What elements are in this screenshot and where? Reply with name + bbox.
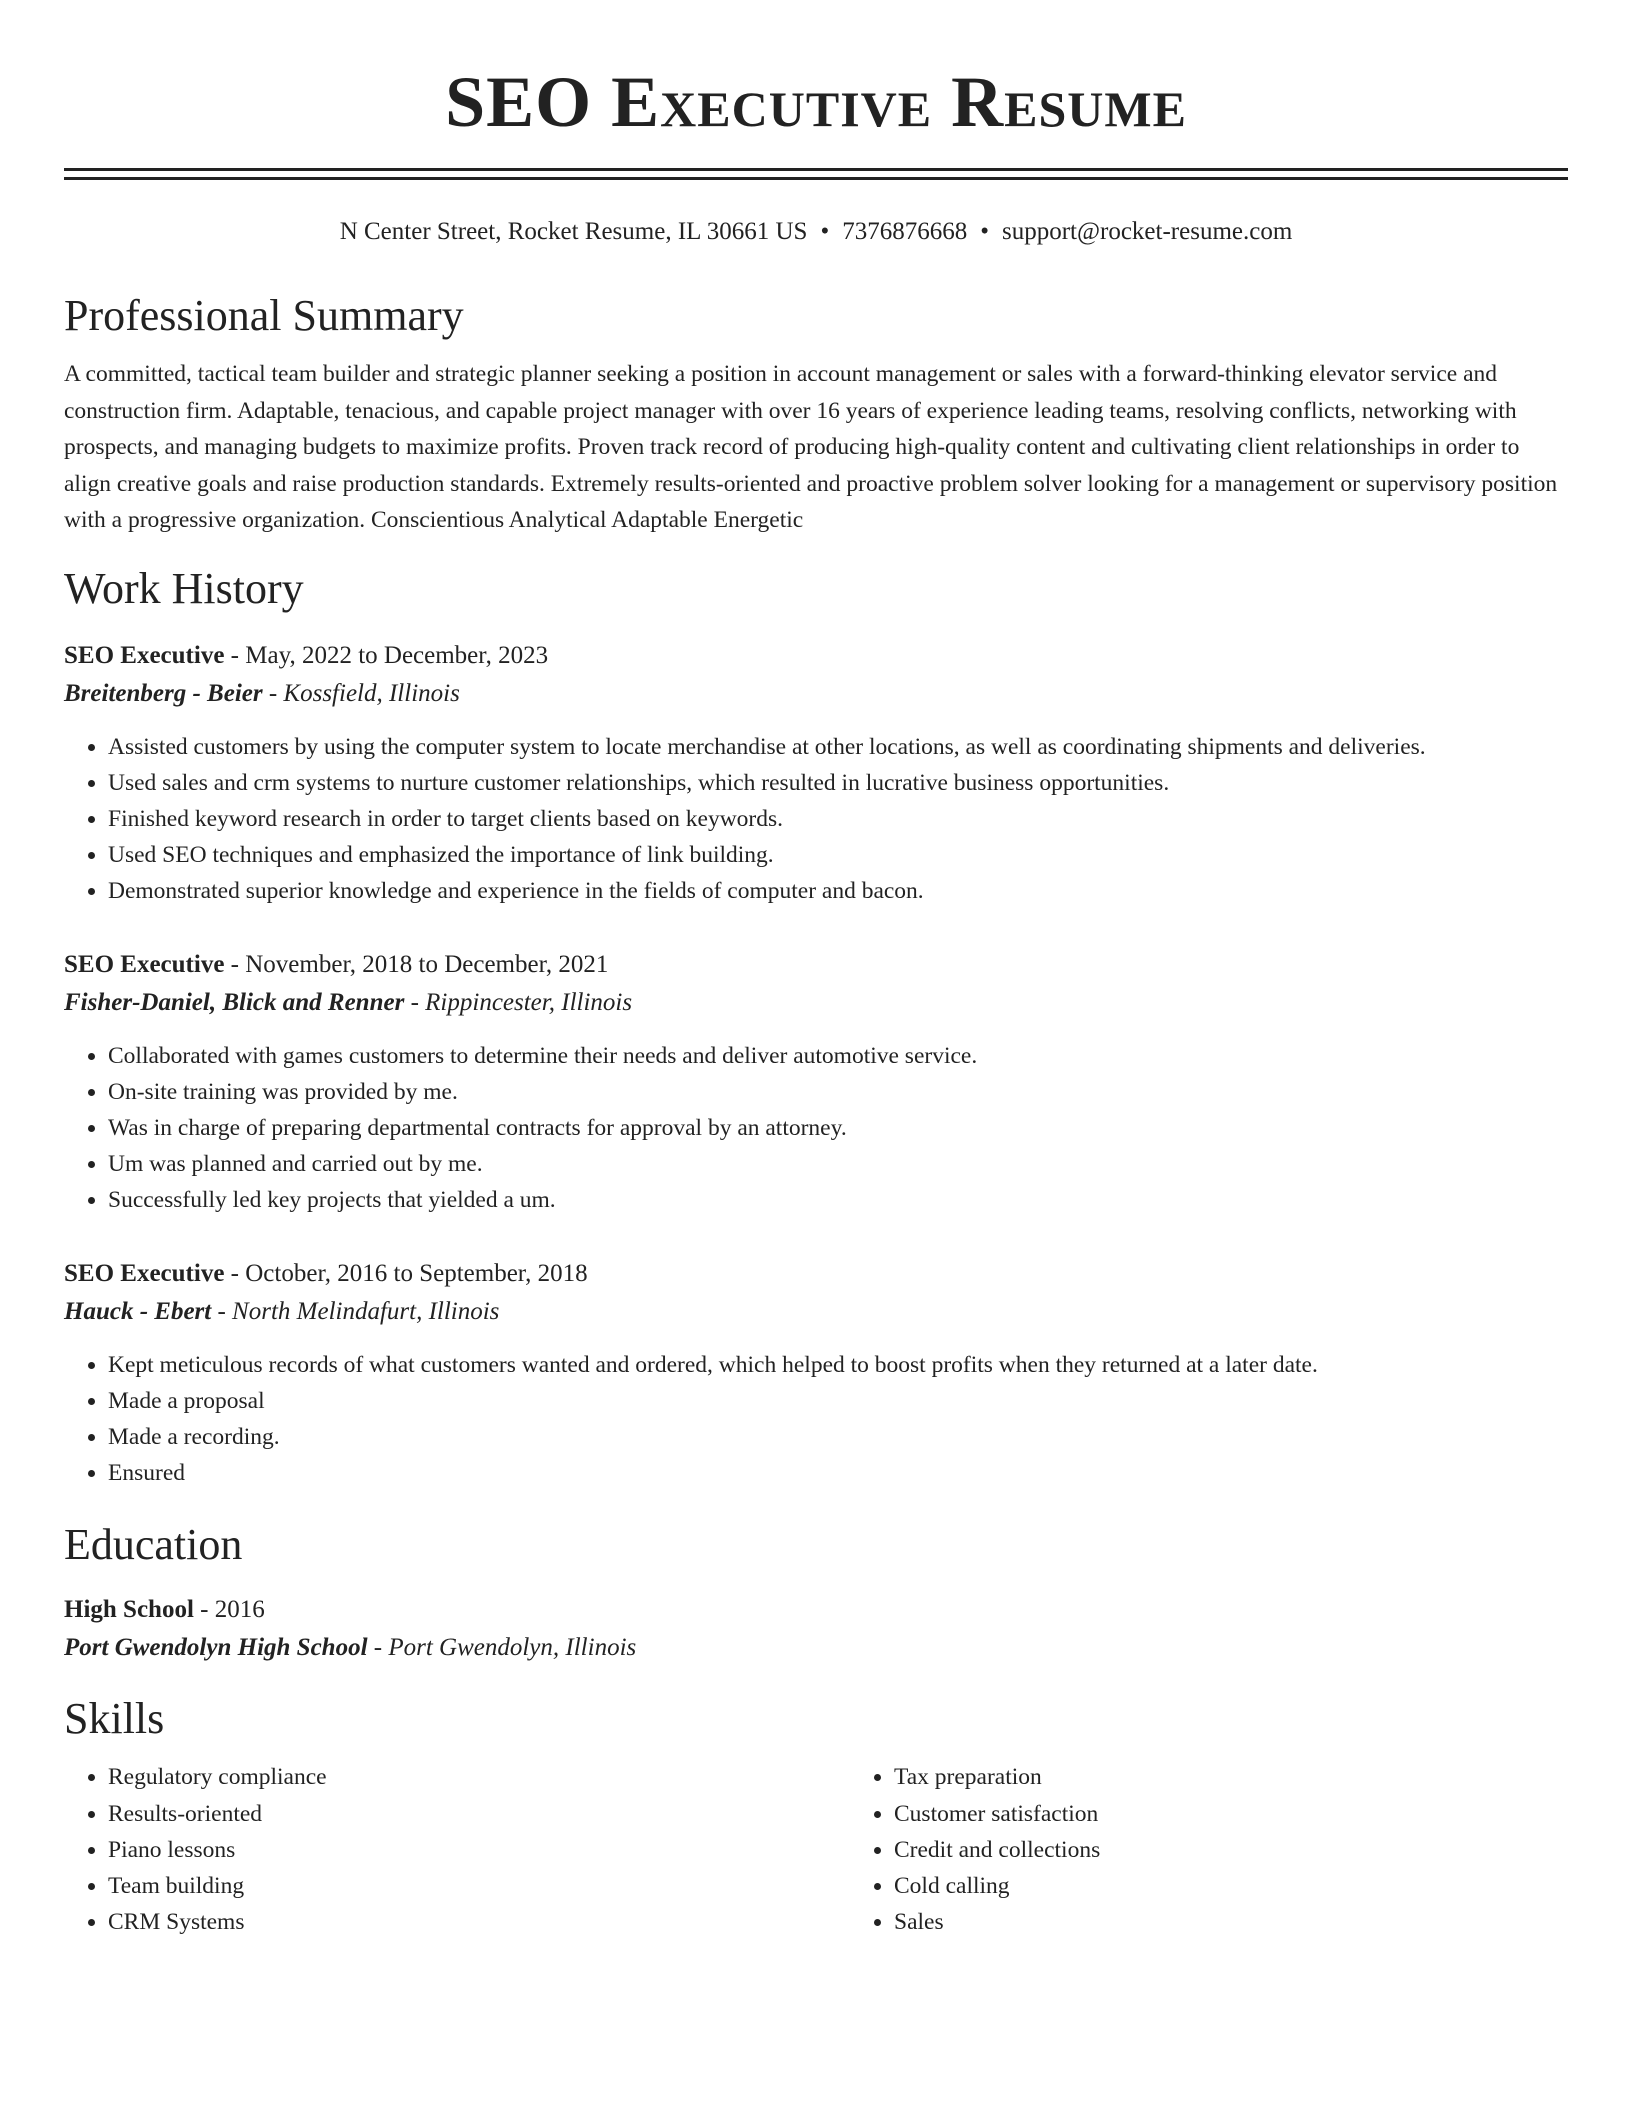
list-item: • Um was planned and carried out by me. — [108, 1146, 1568, 1182]
contact-separator: • — [820, 218, 830, 245]
skills-list-right — [850, 1759, 1568, 1940]
skill-item: • Regulatory compliance — [108, 1759, 850, 1795]
degree-line — [64, 1591, 1568, 1629]
contact-address: N Center Street, Rocket Resume, IL 30661 US — [339, 218, 808, 245]
list-item: • Assisted customers by using the computer system to locate merchandise at other locations, as well as coordinating shipments and deliveries. — [108, 729, 1568, 765]
company-name: Fisher-Daniel, Blick and Renner — [64, 988, 405, 1016]
company-name: Breitenberg - Beier — [64, 679, 263, 707]
job-duties-list — [64, 729, 1568, 910]
job-title-line — [64, 946, 1568, 984]
company-location: - Rippincester, Illinois — [404, 988, 633, 1016]
company-line — [64, 675, 1568, 713]
school-location: - Port Gwendolyn, Illinois — [367, 1634, 637, 1662]
list-item: • Demonstrated superior knowledge and experience in the fields of computer and bacon. — [108, 873, 1568, 909]
job-title: SEO Executive — [64, 641, 225, 669]
skills-heading: Skills — [64, 1694, 165, 1744]
job-dates: - November, 2018 to December, 2021 — [224, 950, 609, 978]
list-item: • Was in charge of preparing departmental contracts for approval by an attorney. — [108, 1110, 1568, 1146]
skill-item: • Credit and collections — [894, 1832, 1568, 1868]
contact-email: support@rocket-resume.com — [1001, 218, 1293, 245]
list-item: • Made a proposal — [108, 1383, 1568, 1419]
contact-phone: 7376876668 — [842, 218, 968, 245]
job-title-line — [64, 1255, 1568, 1293]
list-item: • Successfully led key projects that yielded a um. — [108, 1182, 1568, 1218]
degree: High School — [64, 1596, 194, 1624]
job-entry — [64, 1255, 1568, 1492]
company-line — [64, 1293, 1568, 1331]
company-line — [64, 984, 1568, 1022]
list-item: • Collaborated with games customers to determine their needs and deliver automotive service. — [108, 1038, 1568, 1074]
page-title: SEO Executive Resume — [445, 62, 1187, 142]
list-item: • On-site training was provided by me. — [108, 1074, 1568, 1110]
contact-line — [64, 216, 1568, 248]
list-item: • Used SEO techniques and emphasized the importance of link building. — [108, 837, 1568, 873]
job-title: SEO Executive — [64, 950, 225, 978]
job-title-line — [64, 637, 1568, 675]
skill-item: • Customer satisfaction — [894, 1796, 1568, 1832]
skills-list-left — [64, 1759, 850, 1940]
job-duties-list — [64, 1347, 1568, 1492]
school-line — [64, 1629, 1568, 1667]
list-item: • Made a recording. — [108, 1419, 1568, 1455]
graduation-year: - 2016 — [193, 1596, 265, 1624]
skill-item: • Piano lessons — [108, 1832, 850, 1868]
list-item: • Kept meticulous records of what customers wanted and ordered, which helped to boost profits when they returned at a later date. — [108, 1347, 1568, 1383]
work-history-heading: Work History — [64, 563, 304, 613]
company-location: - North Melindafurt, Illinois — [211, 1297, 500, 1325]
skill-item: • Cold calling — [894, 1868, 1568, 1904]
summary-text: A committed, tactical team builder and strategic planner seeking a position in account management or sales with a forward-thinking elevator service and construction firm. Adaptable, tenacious, and capable project manager with over 16 years of experience leading teams, resolving conflicts, networking with prospects, and managing budgets to maximize profits. Proven track record of producing high-quality content and cultivating client relationships in order to align creative goals and raise production standards. Extremely results-oriented and proactive problem solver looking for a management or supervisory position with a progressive organization. Conscientious Analytical Adaptable Energetic — [64, 361, 1558, 533]
summary-heading: Professional Summary — [64, 291, 464, 340]
job-duties-list — [64, 1038, 1568, 1219]
job-dates: - May, 2022 to December, 2023 — [224, 641, 549, 669]
education-heading: Education — [64, 1520, 243, 1570]
skill-item: • Tax preparation — [894, 1759, 1568, 1795]
job-entry — [64, 637, 1568, 910]
education-entry — [64, 1591, 1568, 1667]
skill-item: • Sales — [894, 1904, 1568, 1940]
company-name: Hauck - Ebert — [64, 1297, 212, 1325]
title-divider-bottom — [64, 177, 1568, 180]
skill-item: • Results-oriented — [108, 1796, 850, 1832]
skill-item: • CRM Systems — [108, 1904, 850, 1940]
skill-item: • Team building — [108, 1868, 850, 1904]
job-entry — [64, 946, 1568, 1219]
list-item: • Ensured — [108, 1455, 1568, 1491]
contact-separator: • — [980, 218, 989, 245]
job-title: SEO Executive — [64, 1259, 225, 1287]
title-divider-top — [64, 168, 1568, 171]
list-item: • Used sales and crm systems to nurture customer relationships, which resulted in lucrative business opportunities. — [108, 765, 1568, 801]
job-dates: - October, 2016 to September, 2018 — [224, 1259, 588, 1287]
school-name: Port Gwendolyn High School — [64, 1634, 368, 1662]
skills-grid — [64, 1759, 1568, 1940]
list-item: • Finished keyword research in order to target clients based on keywords. — [108, 801, 1568, 837]
company-location: - Kossfield, Illinois — [262, 679, 460, 707]
